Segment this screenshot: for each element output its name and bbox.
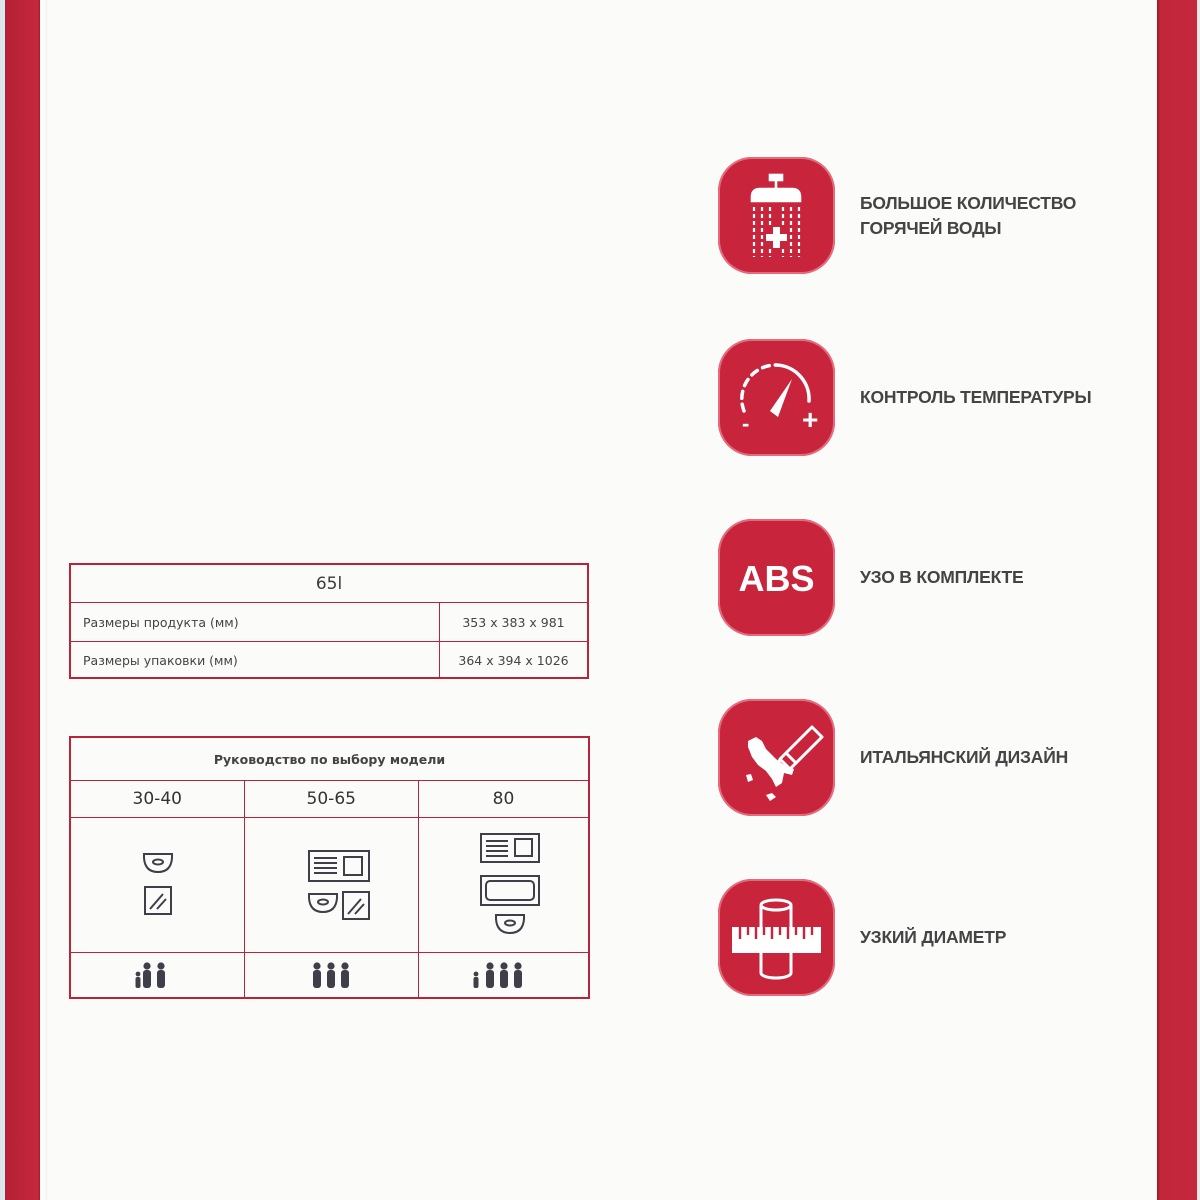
washbasin-icon (496, 915, 524, 933)
fixture-icons (71, 818, 242, 951)
feature-temperature-control (718, 339, 1118, 459)
spec-row (71, 641, 587, 679)
guide-capacity: 30-40 (71, 781, 244, 818)
people-count (245, 953, 419, 997)
feature-label: УЗО В КОМПЛЕКТЕ (860, 567, 1024, 587)
people-icon (468, 960, 540, 990)
fixture-icons (245, 818, 418, 951)
temperature-gauge-icon (718, 339, 835, 456)
feature-narrow-diameter (718, 879, 1118, 999)
model-guide-title: Руководство по выбору модели (71, 738, 588, 781)
shower-icon (145, 887, 171, 914)
abs-text: ABS (738, 558, 815, 599)
people-count (71, 953, 244, 997)
guide-column-50-65 (244, 781, 419, 997)
feature-rcd-included (718, 519, 1118, 639)
people-icon (127, 960, 187, 990)
guide-column-80 (418, 781, 588, 997)
kitchen-sink-icon (309, 851, 369, 881)
right-red-border (1157, 0, 1200, 1200)
feature-label: КОНТРОЛЬ ТЕМПЕРАТУРЫ (860, 387, 1092, 407)
hot-shower-icon (718, 157, 835, 274)
guide-column-30-40 (71, 781, 244, 997)
bathtub-icon (481, 876, 539, 905)
spec-row-value: 364 x 394 x 1026 (439, 642, 587, 679)
washbasin-icon (309, 894, 337, 912)
spec-row-value: 353 x 383 x 981 (439, 603, 587, 641)
kitchen-sink-icon (481, 834, 539, 862)
gauge-plus-label: + (802, 404, 819, 435)
feature-hot-water (718, 157, 1118, 277)
spec-row-label: Размеры продукта (мм) (83, 614, 239, 630)
feature-label: УЗКИЙ ДИАМЕТР (860, 927, 1007, 947)
feature-italian-design (718, 699, 1118, 819)
shower-icon (343, 892, 369, 919)
fixture-icons (419, 818, 588, 951)
spec-table (69, 563, 589, 679)
abs-icon (718, 519, 835, 636)
narrow-diameter-icon (718, 879, 835, 996)
feature-label: ИТАЛЬЯНСКИЙ ДИЗАЙН (860, 747, 1069, 767)
feature-label: БОЛЬШОЕ КОЛИЧЕСТВО ГОРЯЧЕЙ ВОДЫ (860, 192, 1077, 238)
spec-row-label: Размеры упаковки (мм) (83, 653, 238, 668)
people-icon (301, 960, 361, 990)
guide-capacity: 50-65 (245, 781, 419, 818)
left-red-border (0, 0, 40, 1200)
gauge-minus-label: - (742, 411, 750, 436)
italy-design-icon (718, 699, 835, 816)
people-count (419, 953, 588, 997)
model-guide-table (69, 736, 590, 999)
spec-row (71, 603, 587, 641)
spec-table-title: 65l (71, 565, 587, 603)
left-border-inner-line (46, 0, 47, 1200)
washbasin-icon (144, 854, 172, 872)
guide-capacity: 80 (419, 781, 588, 818)
